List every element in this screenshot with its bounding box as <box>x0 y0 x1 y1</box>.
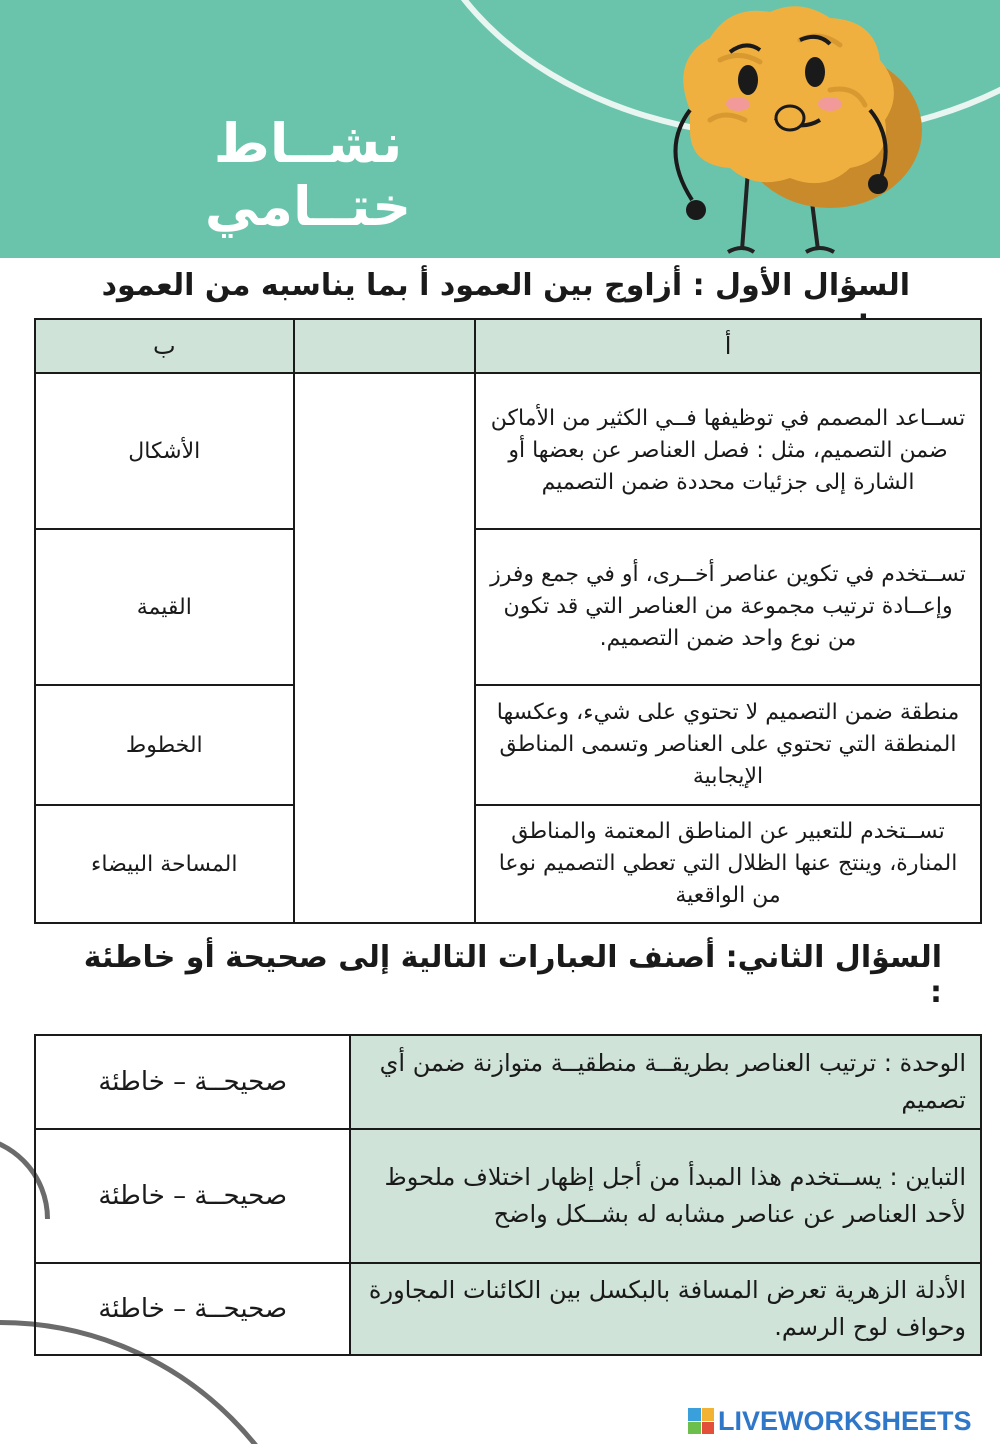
definition-cell: منطقة ضمن التصميم لا تحتوي على شيء، وعكسها المنطقة التي تحتوي على العناصر وتسمى المناطق الإيجابية <box>475 685 981 805</box>
table-row <box>35 685 981 805</box>
table-row <box>35 1035 981 1129</box>
column-a-header: أ <box>475 319 981 373</box>
term-cell[interactable]: الأشكال <box>35 373 294 529</box>
true-false-table <box>34 1034 982 1356</box>
true-false-choice[interactable]: صحيحــة – خاطئة <box>35 1035 350 1129</box>
definition-cell: تســتخدم للتعبير عن المناطق المعتمة والمناطق المنارة، وينتج عنها الظلال التي تعطي التصميم نوعا من الواقعية <box>475 805 981 923</box>
true-false-choice[interactable]: صحيحــة – خاطئة <box>35 1263 350 1355</box>
term-cell[interactable]: القيمة <box>35 529 294 685</box>
question-1-title: السؤال الأول : أزاوج بين العمود أ بما يناسبه من العمود <box>101 268 910 303</box>
definition-cell: تســاعد المصمم في توظيفها فــي الكثير من الأماكن ضمن التصميم، مثل : فصل العناصر عن بعضها أو الشارة إلى جزئيات محددة ضمن التصميم <box>475 373 981 529</box>
definition-cell: تســتخدم في تكوين عناصر أخــرى، أو في جمع وفرز وإعــادة ترتيب مجموعة من العناصر التي قد تكون من نوع واحد ضمن التصميم. <box>475 529 981 685</box>
table-row <box>35 805 981 923</box>
liveworksheets-brand[interactable] <box>688 1404 988 1438</box>
brain-mascot-icon <box>630 0 950 258</box>
table-row <box>35 1129 981 1263</box>
matching-table <box>34 318 982 924</box>
matching-answer-area[interactable] <box>294 373 476 923</box>
statement-cell: الأدلة الزهرية تعرض المسافة بالبكسل بين الكائنات المجاورة وحواف لوح الرسم. <box>350 1263 981 1355</box>
column-b-header: ب <box>35 319 294 373</box>
table-row <box>35 1263 981 1355</box>
statement-cell: الوحدة : ترتيب العناصر بطريقــة منطقيــة متوازنة ضمن أي تصميم <box>350 1035 981 1129</box>
liveworksheets-logo-icon <box>688 1408 714 1434</box>
header-banner <box>0 0 1000 258</box>
term-cell[interactable]: المساحة البيضاء <box>35 805 294 923</box>
matching-table-header <box>35 319 981 373</box>
table-row <box>35 529 981 685</box>
term-cell[interactable]: الخطوط <box>35 685 294 805</box>
true-false-choice[interactable]: صحيحــة – خاطئة <box>35 1129 350 1263</box>
brand-name: LIVEWORKSHEETS <box>718 1405 972 1436</box>
page-title: نشــاط ختــامي <box>204 112 412 238</box>
table-row <box>35 373 981 529</box>
statement-cell: التباين : يســتخدم هذا المبدأ من أجل إظهار اختلاف ملحوظ لأحد العناصر عن عناصر مشابه له بشــكل واضح <box>350 1129 981 1263</box>
question-2-title: السؤال الثاني: أصنف العبارات التالية إلى صحيحة أو خاطئة : <box>83 940 942 1010</box>
answer-column-header <box>294 319 476 373</box>
